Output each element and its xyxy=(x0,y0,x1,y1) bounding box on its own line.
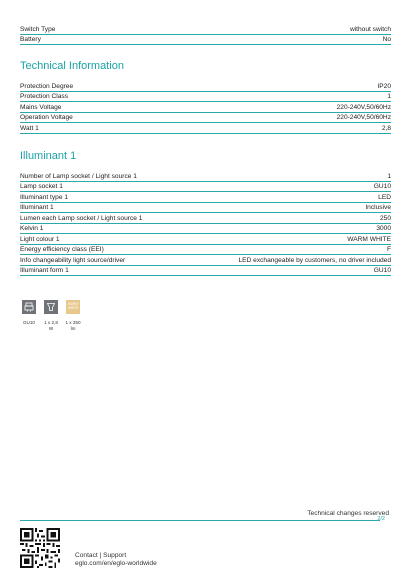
warm-badge-top: WARM xyxy=(68,302,78,307)
page-number: 2/2 xyxy=(377,516,385,522)
watt-bulb-icon xyxy=(44,300,58,314)
illuminant-title: Illuminant 1 xyxy=(20,150,77,162)
icon-label: 1 x 250 lm xyxy=(65,320,81,331)
icon-label: 1 x 2,8 W xyxy=(44,320,58,331)
contact-support-link[interactable]: Contact | Support xyxy=(75,552,127,559)
qr-code-icon[interactable] xyxy=(20,528,60,568)
warm-badge-bottom: WHITE xyxy=(67,306,79,310)
row-value: LED exchangeable by customers, no driver included xyxy=(238,256,391,264)
table-row xyxy=(20,182,391,193)
row-value: 3000 xyxy=(376,225,391,232)
technical-changes-note: Technical changes reserved xyxy=(307,510,389,517)
row-value: 250 xyxy=(379,214,391,222)
row-key: Illuminant 1 xyxy=(20,204,54,211)
row-value: without switch xyxy=(349,25,391,33)
row-key: Light colour 1 xyxy=(20,235,60,243)
row-value: 220-240V,50/60Hz xyxy=(336,114,391,121)
technical-information-title: Technical Information xyxy=(20,60,124,72)
row-value: IP20 xyxy=(377,82,391,90)
row-value: WARM WHITE xyxy=(347,235,391,243)
row-key: Watt 1 xyxy=(20,124,39,132)
illuminant-table xyxy=(20,171,391,276)
row-key: Illuminant type 1 xyxy=(20,193,69,201)
table-row xyxy=(20,234,391,245)
row-value: 220-240V,50/60Hz xyxy=(336,103,391,111)
row-key: Protection Class xyxy=(20,93,69,100)
row-value: LED xyxy=(378,193,391,201)
row-value: GU10 xyxy=(373,267,391,274)
row-value: F xyxy=(386,246,391,253)
table-row xyxy=(20,266,391,277)
icon-cell-socket xyxy=(20,300,38,332)
table-row xyxy=(20,92,391,103)
icon-cell-lumen xyxy=(64,300,82,332)
website-link[interactable]: eglo.com/en/eglo-worldwide xyxy=(75,560,157,567)
row-key: Protection Degree xyxy=(20,82,74,90)
row-value: Inclusive xyxy=(365,204,391,211)
table-row xyxy=(20,24,391,35)
datasheet-page xyxy=(20,0,391,580)
top-table xyxy=(20,24,391,45)
table-row xyxy=(20,203,391,214)
row-key: Info changeability light source/driver xyxy=(20,256,126,264)
gu10-socket-icon xyxy=(22,300,36,314)
table-row xyxy=(20,81,391,92)
row-key: Number of Lamp socket / Light source 1 xyxy=(20,172,137,180)
contact-block xyxy=(75,552,157,568)
warm-white-icon xyxy=(66,300,80,314)
table-row xyxy=(20,113,391,124)
table-row xyxy=(20,224,391,235)
row-value: No xyxy=(382,36,391,43)
technical-information-table xyxy=(20,81,391,134)
row-key: Operation Voltage xyxy=(20,114,73,121)
icon-cell-watt xyxy=(42,300,60,332)
row-key: Lamp socket 1 xyxy=(20,183,63,190)
table-row xyxy=(20,171,391,182)
spec-icons xyxy=(20,300,82,332)
table-row xyxy=(20,35,391,46)
row-key: Switch Type xyxy=(20,25,56,33)
table-row xyxy=(20,245,391,256)
table-row xyxy=(20,255,391,266)
table-row xyxy=(20,213,391,224)
table-row xyxy=(20,102,391,113)
row-key: Kelvin 1 xyxy=(20,225,44,232)
row-value: 1 xyxy=(387,93,391,100)
row-key: Energy efficiency class (EEI) xyxy=(20,246,104,253)
row-value: GU10 xyxy=(373,183,391,190)
icon-label: GU10 xyxy=(22,320,35,325)
row-value: 2,8 xyxy=(381,124,391,132)
footer-divider xyxy=(20,520,380,521)
row-value: 1 xyxy=(387,172,391,180)
row-key: Battery xyxy=(20,36,41,43)
row-key: Lumen each Lamp socket / Light source 1 xyxy=(20,214,143,222)
row-key: Mains Voltage xyxy=(20,103,62,111)
row-key: Illuminant form 1 xyxy=(20,267,69,274)
table-row xyxy=(20,123,391,134)
table-row xyxy=(20,192,391,203)
